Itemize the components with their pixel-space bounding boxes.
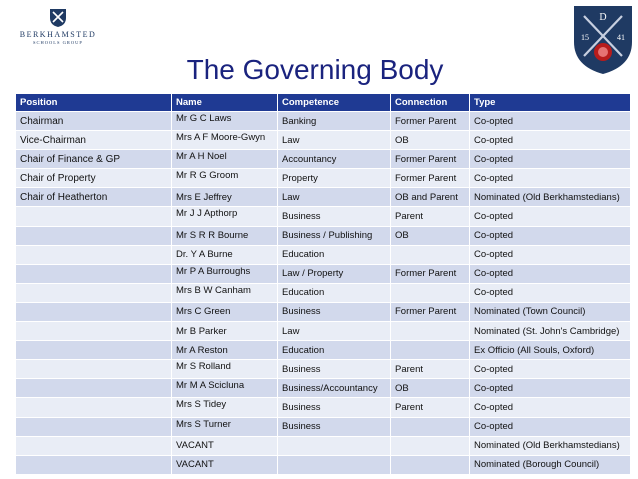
- connection-cell: Former Parent: [391, 169, 470, 188]
- shield-icon: [572, 4, 634, 76]
- connection-cell: [391, 322, 470, 341]
- type-cell: Co-opted: [470, 131, 631, 150]
- logo-subtitle: SCHOOLS GROUP: [33, 40, 83, 45]
- type-cell: Co-opted: [470, 417, 631, 436]
- table-row: [16, 436, 631, 455]
- competence-cell: Business: [278, 302, 391, 321]
- type-cell: Co-opted: [470, 150, 631, 169]
- table-row: [16, 226, 631, 245]
- type-cell: Co-opted: [470, 398, 631, 417]
- name-cell: Mr M A Scicluna: [172, 379, 278, 398]
- connection-cell: [391, 436, 470, 455]
- table-row: [16, 302, 631, 321]
- table-header-row: [16, 94, 631, 112]
- position-cell: [16, 283, 172, 302]
- connection-cell: [391, 245, 470, 264]
- competence-cell: Law: [278, 131, 391, 150]
- position-cell: [16, 417, 172, 436]
- header-name: Name: [172, 94, 278, 112]
- name-cell: Mr G C Laws: [172, 112, 278, 131]
- position-cell: [16, 264, 172, 283]
- connection-cell: Parent: [391, 360, 470, 379]
- competence-cell: Business: [278, 360, 391, 379]
- competence-cell: Education: [278, 245, 391, 264]
- name-cell: Mrs E Jeffrey: [172, 188, 278, 207]
- name-cell: Mr J J Apthorp: [172, 207, 278, 226]
- competence-cell: Accountancy: [278, 150, 391, 169]
- table-row: [16, 112, 631, 131]
- type-cell: Nominated (Town Council): [470, 302, 631, 321]
- name-cell: Mrs B W Canham: [172, 283, 278, 302]
- name-cell: Mrs C Green: [172, 302, 278, 321]
- position-cell: [16, 360, 172, 379]
- name-cell: Mrs S Tidey: [172, 398, 278, 417]
- name-cell: Mrs S Turner: [172, 417, 278, 436]
- table-row: [16, 341, 631, 360]
- position-cell: [16, 207, 172, 226]
- type-cell: Co-opted: [470, 226, 631, 245]
- type-cell: Co-opted: [470, 283, 631, 302]
- competence-cell: Banking: [278, 112, 391, 131]
- table-row: [16, 188, 631, 207]
- name-cell: Mr A H Noel: [172, 150, 278, 169]
- governing-body-table: [15, 93, 631, 475]
- name-cell: Mr B Parker: [172, 322, 278, 341]
- shield-letter: D: [599, 12, 607, 23]
- competence-cell: Business/Accountancy: [278, 379, 391, 398]
- type-cell: Nominated (Old Berkhamstedians): [470, 436, 631, 455]
- connection-cell: Former Parent: [391, 264, 470, 283]
- name-cell: Mr S R R Bourne: [172, 226, 278, 245]
- name-cell: Mr P A Burroughs: [172, 264, 278, 283]
- competence-cell: Business: [278, 398, 391, 417]
- connection-cell: OB: [391, 226, 470, 245]
- name-cell: VACANT: [172, 455, 278, 474]
- position-cell: [16, 322, 172, 341]
- table-row: [16, 379, 631, 398]
- shield-crest: [572, 4, 634, 76]
- competence-cell: [278, 455, 391, 474]
- header-competence: Competence: [278, 94, 391, 112]
- table-row: [16, 360, 631, 379]
- type-cell: Co-opted: [470, 112, 631, 131]
- type-cell: Nominated (St. John's Cambridge): [470, 322, 631, 341]
- table-row: [16, 207, 631, 226]
- connection-cell: [391, 417, 470, 436]
- table-row: [16, 398, 631, 417]
- header-connection: Connection: [391, 94, 470, 112]
- name-cell: Mr R G Groom: [172, 169, 278, 188]
- table-row: [16, 150, 631, 169]
- table-row: [16, 264, 631, 283]
- table-row: [16, 322, 631, 341]
- shield-year-right: 41: [617, 33, 625, 42]
- type-cell: Co-opted: [470, 360, 631, 379]
- type-cell: Co-opted: [470, 264, 631, 283]
- position-cell: [16, 245, 172, 264]
- name-cell: Mr A Reston: [172, 341, 278, 360]
- connection-cell: OB: [391, 379, 470, 398]
- name-cell: VACANT: [172, 436, 278, 455]
- competence-cell: Business: [278, 207, 391, 226]
- connection-cell: Parent: [391, 398, 470, 417]
- berkhamsted-logo: [12, 8, 104, 46]
- connection-cell: [391, 341, 470, 360]
- logo-name: BERKHAMSTED: [19, 30, 97, 39]
- competence-cell: Education: [278, 283, 391, 302]
- table-row: [16, 169, 631, 188]
- connection-cell: Former Parent: [391, 112, 470, 131]
- connection-cell: [391, 455, 470, 474]
- connection-cell: [391, 283, 470, 302]
- position-cell: [16, 226, 172, 245]
- table-row: [16, 245, 631, 264]
- competence-cell: Property: [278, 169, 391, 188]
- position-cell: [16, 302, 172, 321]
- type-cell: Co-opted: [470, 169, 631, 188]
- position-cell: Vice-Chairman: [16, 131, 172, 150]
- name-cell: Mrs A F Moore-Gwyn: [172, 131, 278, 150]
- position-cell: Chair of Heatherton: [16, 188, 172, 207]
- competence-cell: Education: [278, 341, 391, 360]
- header-position: Position: [16, 94, 172, 112]
- shield-year-left: 15: [581, 33, 589, 42]
- type-cell: Co-opted: [470, 245, 631, 264]
- crest-icon: [49, 8, 67, 28]
- competence-cell: Law / Property: [278, 264, 391, 283]
- position-cell: Chairman: [16, 112, 172, 131]
- position-cell: Chair of Finance & GP: [16, 150, 172, 169]
- name-cell: Dr. Y A Burne: [172, 245, 278, 264]
- competence-cell: Business / Publishing: [278, 226, 391, 245]
- header-type: Type: [470, 94, 631, 112]
- table-body: [16, 112, 631, 475]
- table-row: [16, 455, 631, 474]
- position-cell: [16, 341, 172, 360]
- position-cell: [16, 379, 172, 398]
- table-row: [16, 417, 631, 436]
- type-cell: Ex Officio (All Souls, Oxford): [470, 341, 631, 360]
- page-title: The Governing Body: [186, 54, 444, 85]
- type-cell: Nominated (Borough Council): [470, 455, 631, 474]
- connection-cell: Parent: [391, 207, 470, 226]
- connection-cell: OB and Parent: [391, 188, 470, 207]
- type-cell: Nominated (Old Berkhamstedians): [470, 188, 631, 207]
- type-cell: Co-opted: [470, 379, 631, 398]
- position-cell: [16, 436, 172, 455]
- table-row: [16, 131, 631, 150]
- type-cell: Co-opted: [470, 207, 631, 226]
- competence-cell: Law: [278, 188, 391, 207]
- table-row: [16, 283, 631, 302]
- connection-cell: OB: [391, 131, 470, 150]
- competence-cell: Business: [278, 417, 391, 436]
- position-cell: [16, 398, 172, 417]
- competence-cell: [278, 436, 391, 455]
- competence-cell: Law: [278, 322, 391, 341]
- position-cell: Chair of Property: [16, 169, 172, 188]
- connection-cell: Former Parent: [391, 302, 470, 321]
- name-cell: Mr S Rolland: [172, 360, 278, 379]
- connection-cell: Former Parent: [391, 150, 470, 169]
- position-cell: [16, 455, 172, 474]
